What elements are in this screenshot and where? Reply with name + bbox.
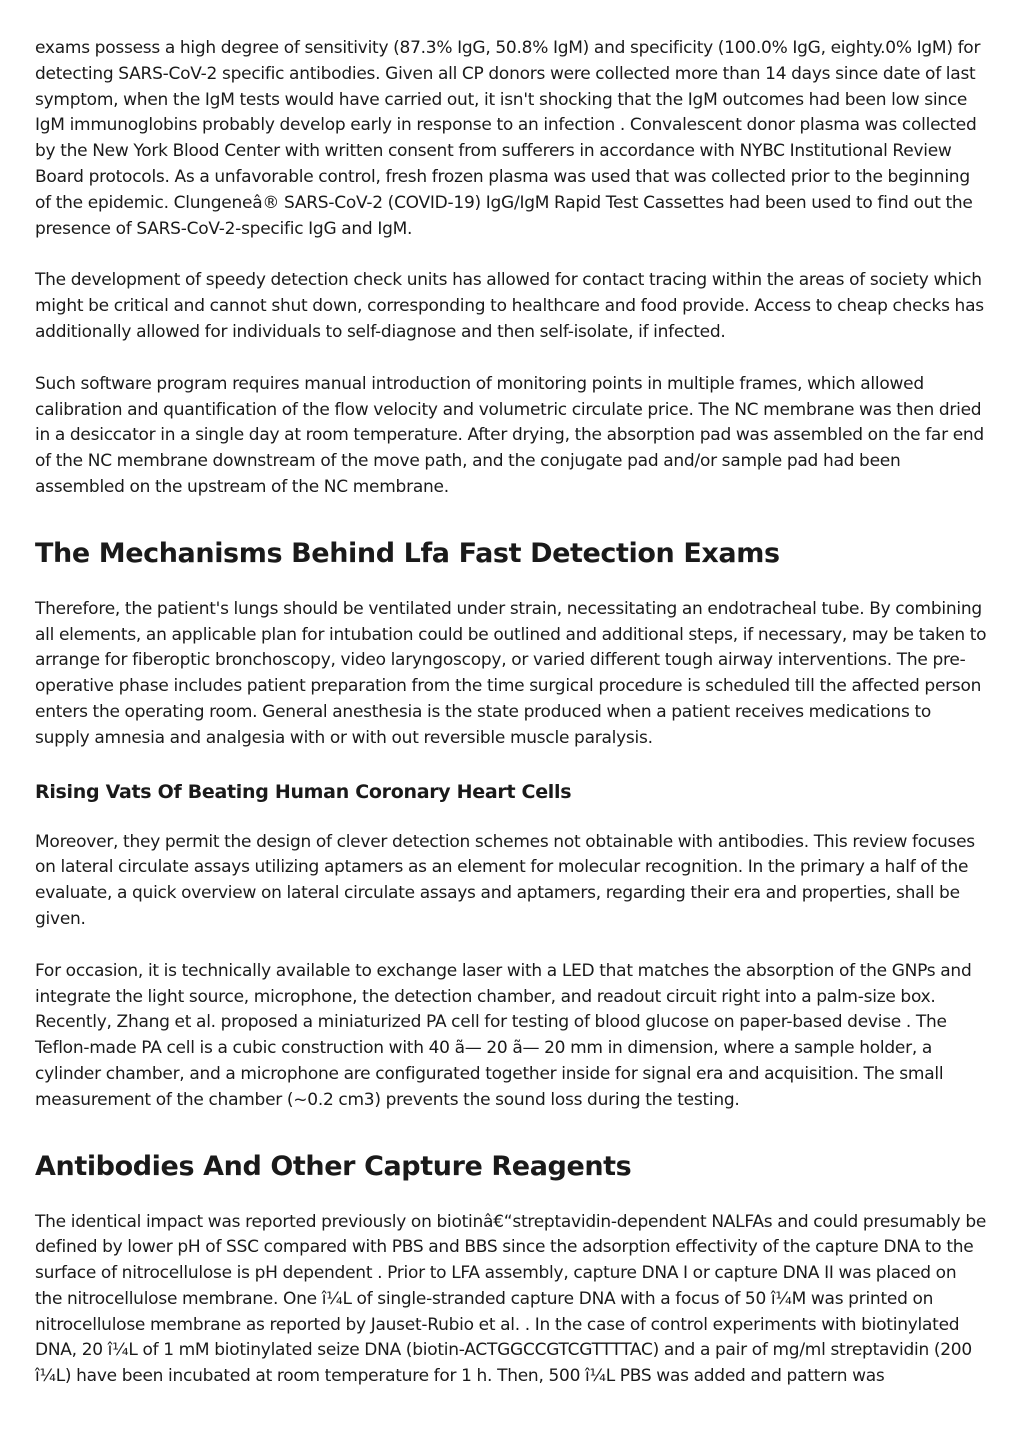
paragraph-detection-units: The development of speedy detection check units has allowed for contact tracing within the areas of society which might be critical and cannot shut down, corresponding to healthcare and food provide. Access to cheap checks has additionally allowed for individuals to self-diagnose and then self-isolate, if infected.	[35, 270, 984, 342]
paragraph-nalfa: The identical impact was reported previously on biotinâ€“streptavidin-dependent NALFAs and could presumably be defined by lower pH of SSC compared with PBS and BBS since the adsorption effectivity of the capture DNA to the surface of nitrocellulose is pH dependent . Prior to LFA assembly, capture DNA I or capture DNA II was placed on the nitrocellulose membrane. One î¼L of single-stranded capture DNA with a focus of 50 î¼M was printed on nitrocellulose membrane as reported by Jauset-Rubio et al. . In the case of control experiments with biotinylated DNA, 20 î¼L of 1 mM biotinylated seize DNA (biotin-ACTGGCCGTCGTTTTAC) and a pair of mg/ml streptavidin (200 î¼L) have been incubated at room temperature for 1 h. Then, 500 î¼L PBS was added and pattern was	[35, 1211, 987, 1387]
heading-rising-vats: Rising Vats Of Beating Human Coronary Heart Cells	[35, 780, 572, 803]
paragraph-aptamers: Moreover, they permit the design of clever detection schemes not obtainable with antibodies. This review focuses on lateral circulate assays utilizing aptamers as an element for molecular recognition. In the primary a half of the evaluate, a quick overview on lateral circulate assays and aptamers, regarding their era and properties, shall be given.	[35, 831, 975, 929]
paragraph-software: Such software program requires manual introduction of monitoring points in multiple frames, which allowed calibration and quantification of the flow velocity and volumetric circulate price. The NC membrane was then dried in a desiccator in a single day at room temperature. After drying, the absorption pad was assembled on the far end of the NC membrane downstream of the move path, and the conjugate pad and/or sample pad had been assembled on the upstream of the NC membrane.	[35, 373, 984, 497]
heading-antibodies: Antibodies And Other Capture Reagents	[35, 1150, 632, 1182]
paragraph-sensitivity: exams possess a high degree of sensitivity (87.3% IgG, 50.8% IgM) and specificity (100.0% IgG, eighty.0% IgM) for detecting SARS-CoV-2 specific antibodies. Given all CP donors were collected more than 14 days since date of last symptom, when the IgM tests would have carried out, it isn't shocking that the IgM outcomes had been low since IgM immunoglobins probably develop early in response to an infection . Convalescent donor plasma was collected by the New York Blood Center with written consent from sufferers in accordance with NYBC Institutional Review Board protocols. As a unfavorable control, fresh frozen plasma was used that was collected prior to the beginning of the epidemic. Clungeneâ® SARS-CoV-2 (COVID-19) IgG/IgM Rapid Test Cassettes had been used to find out the presence of SARS-CoV-2-specific IgG and IgM.	[35, 38, 981, 239]
paragraph-intubation: Therefore, the patient's lungs should be ventilated under strain, necessitating an endotracheal tube. By combining all elements, an applicable plan for intubation could be outlined and additional steps, if necessary, may be taken to arrange for fiberoptic bronchoscopy, video laryngoscopy, or varied different tough airway interventions. The pre-operative phase includes patient preparation from the time surgical procedure is scheduled till the affected person enters the operating room. General anesthesia is the state produced when a patient receives medications to supply amnesia and analgesia with or with out reversible muscle paralysis.	[35, 598, 987, 748]
paragraph-pa-cell: For occasion, it is technically available to exchange laser with a LED that matches the absorption of the GNPs and integrate the light source, microphone, the detection chamber, and readout circuit right into a palm-size box. Recently, Zhang et al. proposed a miniaturized PA cell for testing of blood glucose on paper-based devise . The Teflon-made PA cell is a cubic construction with 40 ã— 20 ã— 20 mm in dimension, where a sample holder, a cylinder chamber, and a microphone are configurated together inside for signal era and acquisition. The small measurement of the chamber (~0.2 cm3) prevents the sound loss during the testing.	[35, 960, 972, 1110]
heading-mechanisms: The Mechanisms Behind Lfa Fast Detection Exams	[35, 537, 780, 569]
